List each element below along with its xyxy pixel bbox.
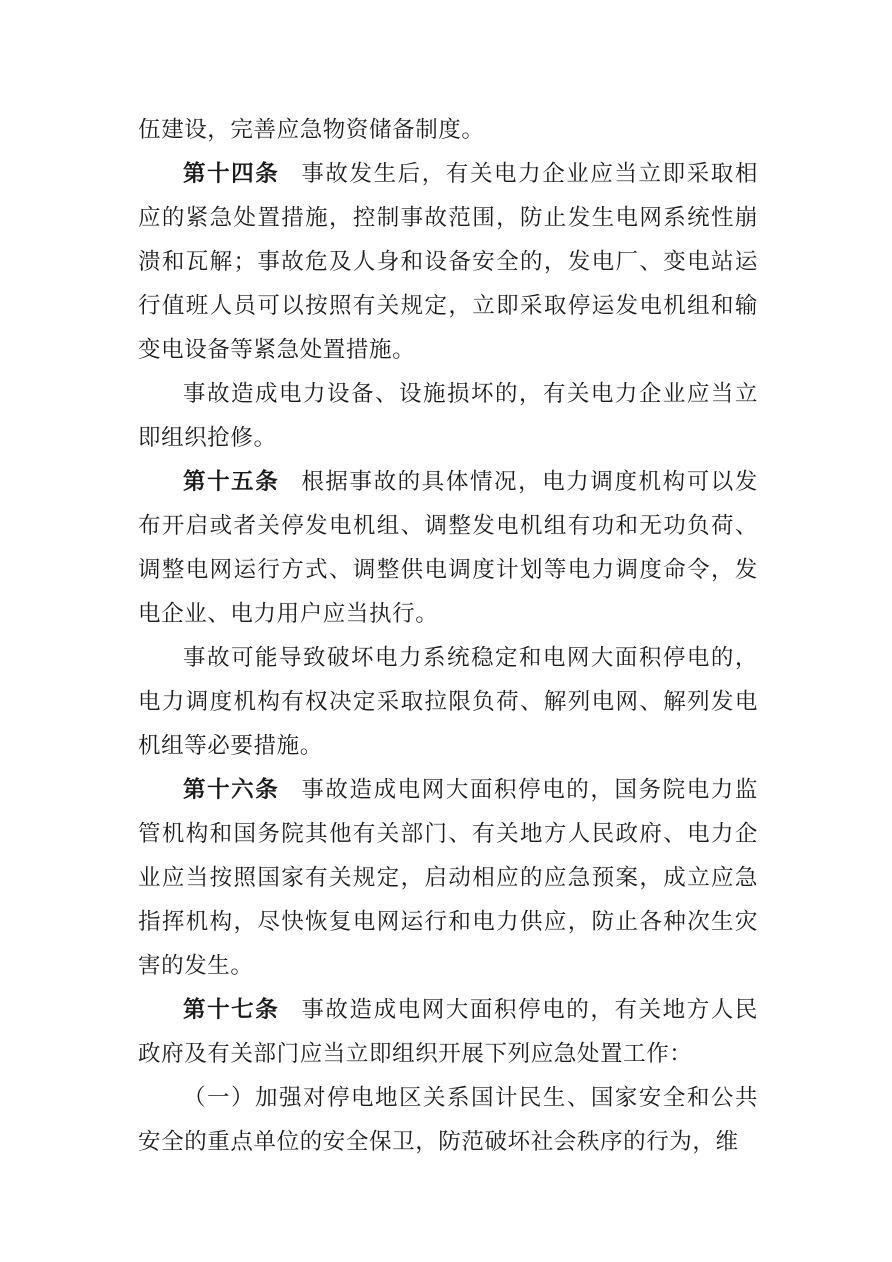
paragraph-text: 伍建设，完善应急物资储备制度。 — [138, 117, 485, 143]
paragraph-continuation — [138, 108, 758, 152]
article-heading: 第十四条 — [183, 161, 280, 187]
paragraph-text: 事故发生后，有关电力企业应当立即采取相应的紧急处置措施，控制事故范围，防止发生电网系统性崩溃和瓦解；事故危及人身和设备安全的，发电厂、变电站运行值班人员可以按照有关规定，立即采取停运发电机组和输变电设备等紧急处置措施。 — [138, 161, 758, 363]
article-16 — [138, 768, 758, 988]
paragraph-text: 根据事故的具体情况，电力调度机构可以发布开启或者关停发电机组、调整发电机组有功和无功负荷、调整电网运行方式、调整供电调度计划等电力调度命令，发电企业、电力用户应当执行。 — [138, 469, 758, 627]
paragraph-text: 事故造成电力设备、设施损坏的，有关电力企业应当立即组织抢修。 — [138, 381, 758, 451]
article-17 — [138, 988, 758, 1076]
article-heading: 第十六条 — [183, 777, 280, 803]
article-14-paragraph-2 — [138, 372, 758, 460]
paragraph-text: （一）加强对停电地区关系国计民生、国家安全和公共安全的重点单位的安全保卫，防范破坏社会秩序的行为，维 — [138, 1085, 758, 1155]
article-15-paragraph-2 — [138, 636, 758, 768]
article-heading: 第十五条 — [183, 469, 280, 495]
article-heading: 第十七条 — [183, 997, 280, 1023]
paragraph-text: 事故造成电网大面积停电的，国务院电力监管机构和国务院其他有关部门、有关地方人民政府、电力企业应当按照国家有关规定，启动相应的应急预案，成立应急指挥机构，尽快恢复电网运行和电力供应，防止各种次生灾害的发生。 — [138, 777, 758, 979]
paragraph-text: 事故造成电网大面积停电的，有关地方人民政府及有关部门应当立即组织开展下列应急处置工作： — [138, 997, 758, 1067]
article-15 — [138, 460, 758, 636]
paragraph-text: 事故可能导致破坏电力系统稳定和电网大面积停电的，电力调度机构有权决定采取拉限负荷、解列电网、解列发电机组等必要措施。 — [138, 645, 758, 759]
article-17-item-1 — [138, 1076, 758, 1164]
document-page — [138, 108, 758, 1164]
article-14 — [138, 152, 758, 372]
